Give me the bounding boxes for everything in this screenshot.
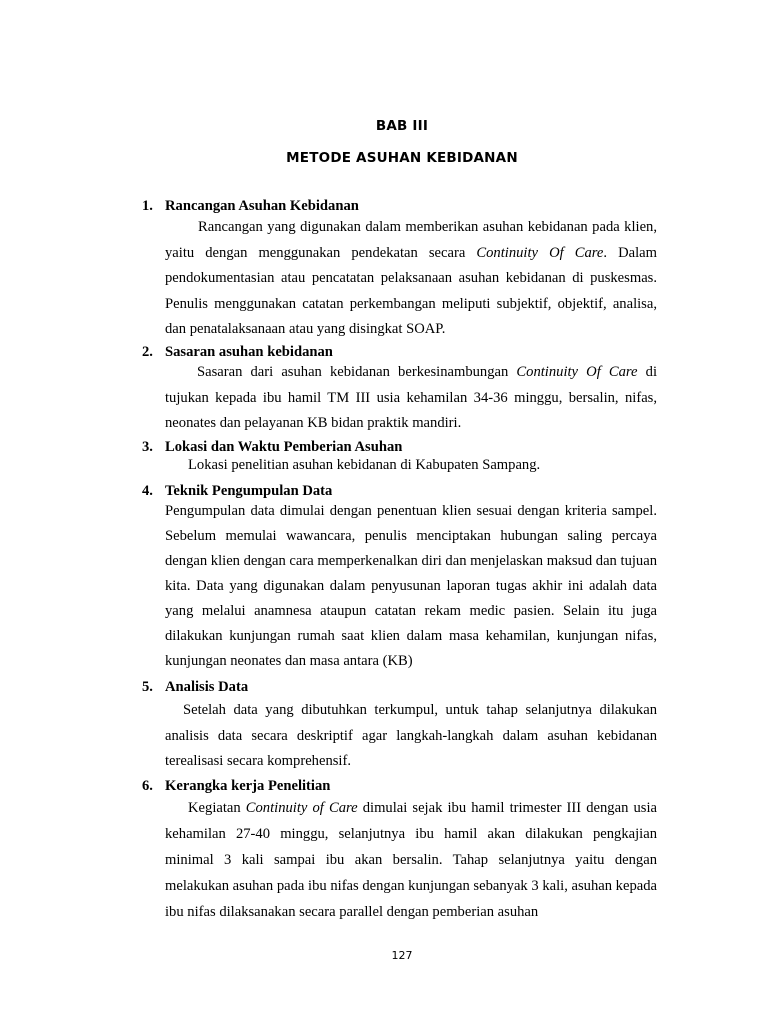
section-number: 3.: [142, 439, 153, 455]
section-title: Kerangka kerja Penelitian: [165, 778, 331, 794]
section-number: 5.: [142, 679, 153, 695]
section-heading: [142, 482, 332, 500]
section-body: [165, 456, 657, 474]
section-paragraph: Kegiatan Continuity of Care dimulai sejak ibu hamil trimester III dengan usia kehamilan 27-40 minggu, selanjutnya ibu hamil akan dilakukan pengkajian minimal 3 kali sampai ibu akan bersalin. Tahap selanjutnya yaitu dengan melakukan asuhan pada ibu nifas dengan kunjungan sebanyak 3 kali, asuhan kepada ibu nifas dilaksanakan secara parallel dengan pemberian asuhan: [165, 800, 657, 920]
section-paragraph: Rancangan yang digunakan dalam memberikan asuhan kebidanan pada klien, yaitu dengan menggunakan pendekatan secara Continuity Of Care. Dalam pendokumentasian atau pencatatan pelaksanaan asuhan kebidanan di puskesmas. Penulis menggunakan catatan perkembangan meliputi subjektif, objektif, analisa, dan penatalaksanaan atau yang disingkat SOAP.: [165, 219, 658, 337]
section-title: Sasaran asuhan kebidanan: [165, 344, 333, 360]
section-number: 4.: [142, 483, 153, 499]
section-body: [165, 795, 657, 925]
emphasis-term: Continuity Of Care: [516, 364, 638, 380]
emphasis-term: Continuity Of Care: [476, 244, 604, 261]
section-body: [165, 499, 657, 674]
section-body: [165, 360, 657, 437]
section-title: Rancangan Asuhan Kebidanan: [165, 198, 359, 214]
section-title: Teknik Pengumpulan Data: [165, 483, 333, 499]
section-heading: [142, 438, 402, 456]
section-title: Analisis Data: [165, 679, 249, 695]
section-number: 6.: [142, 778, 153, 794]
section-number: 1.: [142, 198, 153, 214]
section-paragraph: Setelah data yang dibutuhkan terkumpul, untuk tahap selanjutnya dilakukan analisis data secara deskriptif agar langkah-langkah dalam asuhan kebidanan terealisasi secara komprehensif.: [165, 702, 657, 769]
chapter-title: METODE ASUHAN KEBIDANAN: [286, 150, 518, 166]
page-number: 127: [391, 949, 413, 962]
section-heading: [142, 197, 359, 215]
section-paragraph: Pengumpulan data dimulai dengan penentuan klien sesuai dengan kriteria sampel. Sebelum memulai wawancara, penulis menciptakan hubungan saling percaya dengan klien dengan cara memperkenalkan diri dan menjelaskan maksud dan tujuan kita. Data yang digunakan dalam penyusunan laporan tugas akhir ini adalah data yang melalui anamnesa ataupun catatan rekam medic pasien. Selain itu juga dilakukan kunjungan rumah saat klien dalam masa kehamilan, kunjungan nifas, kunjungan neonates dan masa antara (KB): [165, 503, 657, 669]
section-paragraph: Sasaran dari asuhan kebidanan berkesinambungan Continuity Of Care di tujukan kepada ibu hamil TM III usia kehamilan 34-36 minggu, bersalin, nifas, neonates dan pelayanan KB bidan praktik mandiri.: [165, 364, 658, 431]
section-heading: [142, 343, 333, 361]
section-number: 2.: [142, 344, 153, 360]
section-heading: [142, 777, 330, 795]
section-body: [165, 698, 657, 775]
section-body: [165, 215, 657, 343]
section-heading: [142, 678, 248, 696]
emphasis-term: Continuity of Care: [245, 800, 358, 816]
chapter-label: BAB III: [375, 118, 429, 134]
section-title: Lokasi dan Waktu Pemberian Asuhan: [165, 439, 403, 455]
section-paragraph: Lokasi penelitian asuhan kebidanan di Kabupaten Sampang.: [188, 457, 541, 473]
